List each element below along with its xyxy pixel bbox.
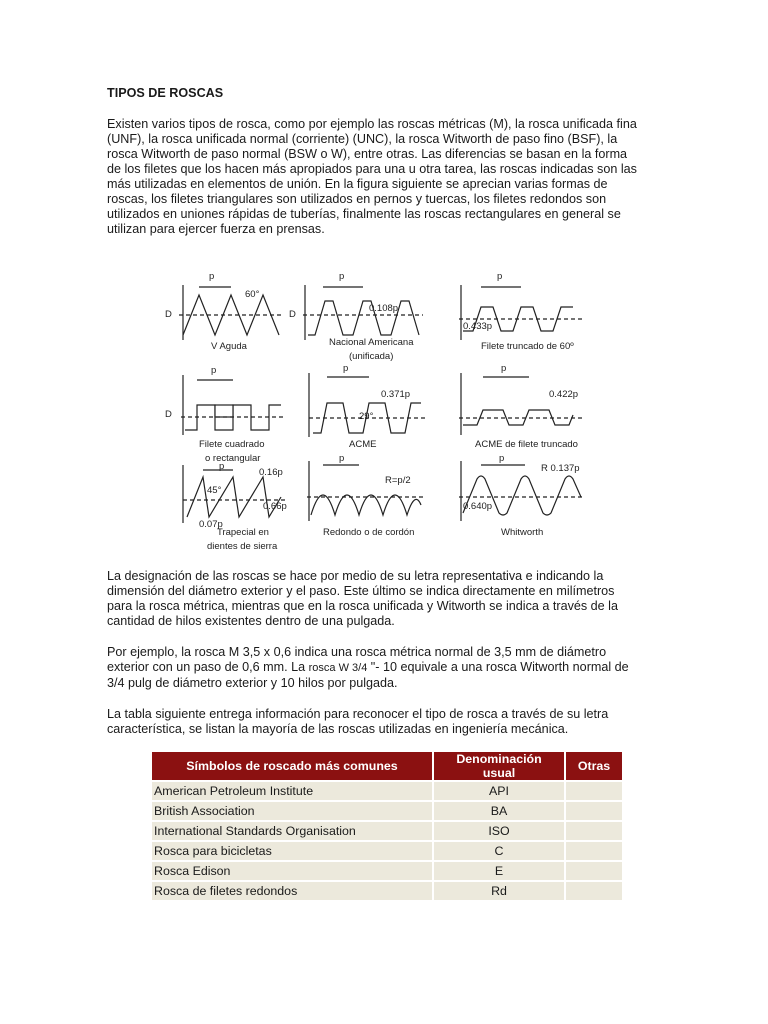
example-text-small: rosca W 3/4 [308,662,368,674]
dim-p-8: p [339,453,345,464]
cell-other [566,802,622,820]
example-text-1: Por ejemplo, la rosca M 3,5 x 0,6 indica una rosca métrica normal de 3,5 mm de diámetro exterior con un paso de 0,6 mm. La [107,645,607,674]
label-acme: ACME [349,439,377,450]
cuadrado-profile [181,375,285,435]
cell-name: Rosca para bicicletas [152,842,432,860]
label-cuadrado-2: o rectangular [205,453,261,464]
cell-other [566,862,622,880]
cell-code: E [434,862,564,880]
example-text-2: "- 10 equivale a una rosca Witworth normal de 3/4 pulg de diámetro exterior y 10 hilos por pulgada. [107,660,629,690]
redondo-profile [307,461,425,521]
label-truncado60: Filete truncado de 60º [481,341,574,352]
dim-d-1: D [165,309,172,320]
label-v-aguda: V Aguda [211,341,247,352]
dim-d640: 0.640p [463,501,493,512]
dim-p-2: p [339,271,345,282]
dim-p-9: p [499,453,505,464]
cell-code: Rd [434,882,564,900]
dim-d422: 0.422p [549,389,579,400]
document-title: TIPOS DE ROSCAS [107,86,224,100]
label-acme-truncado: ACME de filete truncado [475,439,578,450]
nacional-americana-profile [303,285,423,340]
table-intro-paragraph: La tabla siguiente entrega información para reconocer el tipo de rosca a través de su letra característica, se listan la mayoría de las roscas utilizadas en ingeniería mecánica. [107,707,609,736]
dim-d-4: D [165,409,172,420]
table-row [152,782,622,800]
acme-profile [309,373,425,437]
table-header-row [152,752,622,780]
acme-truncado-profile [459,373,583,435]
dim-angle45: 45° [207,485,222,496]
dim-p-7: p [219,461,225,472]
header-otras: Otras [566,752,622,780]
dim-d371: 0.371p [381,389,411,400]
cell-name: American Petroleum Institute [152,782,432,800]
dim-p-1: p [209,271,215,282]
label-trapecial-2: dientes de sierra [207,541,278,552]
designation-paragraph: La designación de las roscas se hace por medio de su letra representativa e indicando la dimensión del diámetro exterior y el paso. Este último se indica directamente en milímetros para la rosca métrica, mientras que en la rosca unificada y Witworth se indica a través de la cantidad de hilos existentes dentro de una pulgada. [107,569,618,628]
dim-p-4: p [211,365,217,376]
cell-code: ISO [434,822,564,840]
dim-d-2: D [289,309,296,320]
thread-types-figure [163,265,593,555]
cell-other [566,822,622,840]
cell-code: BA [434,802,564,820]
document-body [107,86,637,753]
label-whitworth: Whitworth [501,527,544,538]
example-paragraph [107,645,637,691]
dim-r-half: R=p/2 [385,475,411,486]
label-cuadrado-1: Filete cuadrado [199,439,265,450]
dim-d007: 0.07p [199,519,223,530]
header-denominacion: Denominación usual [434,752,564,780]
cell-other [566,882,622,900]
cell-other [566,782,622,800]
label-redondo: Redondo o de cordón [323,527,415,538]
dim-d066: 0.66p [263,501,287,512]
dim-angle29: 29° [359,411,374,422]
dim-r137: R 0.137p [541,463,580,474]
label-nacional-2: (unificada) [349,351,394,362]
cell-name: Rosca de filetes redondos [152,882,432,900]
dim-p-3: p [497,271,503,282]
label-trapecial-1: Trapecial en [217,527,269,538]
table-row [152,882,622,900]
table-row [152,802,622,820]
cell-code: API [434,782,564,800]
intro-paragraph: Existen varios tipos de rosca, como por ejemplo las roscas métricas (M), la rosca unificada fina (UNF), la rosca unificada normal (corriente) (UNC), la rosca Witworth de paso fino (BSF), la rosca Witworth de paso normal (BSW o W), entre otras. Las diferencias se basan en la forma de los filetes que los hacen más apropiados para una u otra tarea, las roscas indicadas son las más utilizadas en elementos de unión. En la figura siguiente se aprecian varias formas de roscas, los filetes triangulares son utilizados en pernos y tuercas, los filetes redondos son utilizados en uniones rápidas de tuberías, finalmente las roscas rectangulares en general se utilizan para ejercer fuerza en prensas. [107,117,637,236]
table-row [152,822,622,840]
cell-name: British Association [152,802,432,820]
v-aguda-profile [179,285,283,340]
dim-p-6: p [501,363,507,374]
table-row [152,862,622,880]
dim-d433: 0.433p [463,321,493,332]
dim-d016: 0.16p [259,467,283,478]
table-row [152,842,622,860]
thread-symbols-table [150,750,624,902]
cell-name: Rosca Edison [152,862,432,880]
cell-code: C [434,842,564,860]
dim-r108: 0.108p [369,303,399,314]
dim-p-5: p [343,363,349,374]
dim-angle60-1: 60° [245,289,260,300]
label-nacional-1: Nacional Americana [329,337,414,348]
cell-other [566,842,622,860]
header-symbols: Símbolos de roscado más comunes [152,752,432,780]
cell-name: International Standards Organisation [152,822,432,840]
